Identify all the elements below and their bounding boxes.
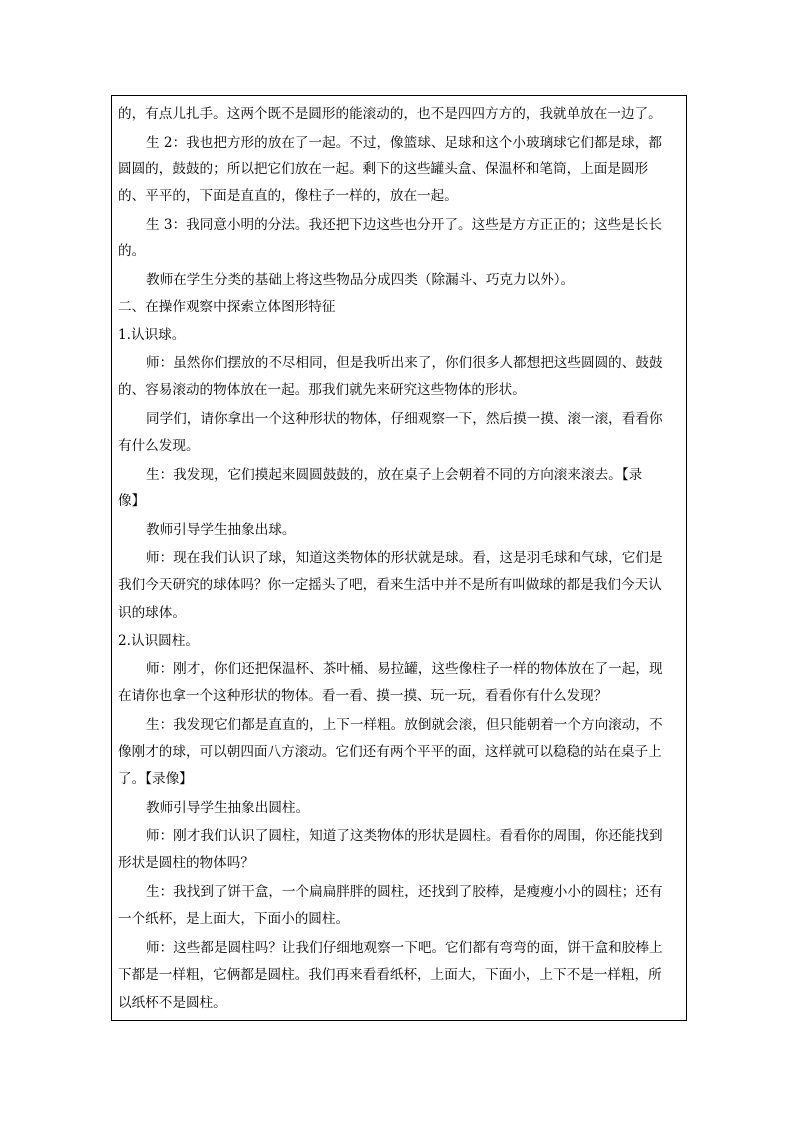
text-line: 了。【录像】	[118, 771, 193, 787]
text-line: 圆圆的，鼓鼓的；所以把它们放在一起。剩下的这些罐头盒、保温杯和笔筒，上面是圆形	[118, 161, 649, 177]
text-line: 同学们，请你拿出一个这种形状的物体，仔细观察一下，然后摸一摸、滚一滚，看看你	[146, 411, 663, 427]
text-line: 生：我找到了饼干盒，一个扁扁胖胖的圆柱，还找到了胶棒，是瘦瘦小小的圆柱；还有	[146, 884, 663, 900]
subsection-heading: 2.认识圆柱。	[118, 633, 199, 649]
text-line: 生：我发现它们都是直直的，上下一样粗。放倒就会滚，但只能朝着一个方向滚动，不	[146, 717, 663, 733]
text-line: 的。	[118, 243, 146, 259]
text-line: 的、平平的，下面是直直的，像柱子一样的，放在一起。	[118, 188, 458, 204]
text-line: 像刚才的球，可以朝四面八方滚动。它们还有两个平平的面，这样就可以稳稳的站在桌子上	[118, 744, 662, 760]
text-line: 有什么发现。	[118, 438, 200, 454]
text-line: 师：现在我们认识了球，知道这类物体的形状就是球。看，这是羽毛球和气球，它们是	[146, 550, 663, 566]
text-line: 像】	[118, 493, 146, 509]
text-line: 教师在学生分类的基础上将这些物品分成四类（除漏斗、巧克力以外）。	[146, 272, 575, 288]
text-line: 师：刚才我们认识了圆柱，知道了这类物体的形状是圆柱。看看你的周围，你还能找到	[146, 828, 663, 844]
text-line: 师：这些都是圆柱吗？让我们仔细地观察一下吧。它们都有弯弯的面，饼干盒和胶棒上	[146, 940, 663, 956]
section-heading: 二、在操作观察中探索立体图形特征	[118, 299, 336, 315]
text-line: 生 3：我同意小明的分法。我还把下边这些也分开了。这些是方方正正的；这些是长长	[146, 217, 662, 233]
text-line: 的，有点儿扎手。这两个既不是圆形的能滚动的，也不是四四方方的，我就单放在一边了。	[118, 106, 662, 122]
text-line: 生：我发现，它们摸起来圆圆鼓鼓的，放在桌子上会朝着不同的方向滚来滚去。【录	[146, 467, 643, 483]
text-line: 形状是圆柱的物体吗？	[118, 855, 254, 871]
text-line: 识的球体。	[118, 605, 186, 621]
text-line: 教师引导学生抽象出球。	[146, 522, 296, 538]
subsection-heading: 1.认识球。	[118, 327, 186, 343]
text-line: 一个纸杯，是上面大，下面小的圆柱。	[118, 911, 350, 927]
text-line: 在请你也拿一个这种形状的物体。看一看、摸一摸、玩一玩，看看你有什么发现？	[118, 688, 608, 704]
text-line: 以纸杯不是圆柱。	[118, 995, 227, 1011]
text-line: 师：虽然你们摆放的不尽相同，但是我听出来了，你们很多人都想把这些圆圆的、鼓鼓	[146, 355, 663, 371]
text-line: 下都是一样粗，它俩都是圆柱。我们再来看看纸杯，上面大，下面小，上下不是一样粗，所	[118, 967, 662, 983]
text-line: 生 2：我也把方形的放在了一起。不过，像篮球、足球和这个小玻璃球它们都是球，都	[146, 135, 662, 151]
text-line: 教师引导学生抽象出圆柱。	[146, 800, 310, 816]
text-line: 的、容易滚动的物体放在一起。那我们就先来研究这些物体的形状。	[118, 382, 526, 398]
text-line: 师：刚才，你们还把保温杯、茶叶桶、易拉罐，这些像柱子一样的物体放在了一起，现	[146, 661, 663, 677]
text-line: 我们今天研究的球体吗？你一定摇头了吧，看来生活中并不是所有叫做球的都是我们今天认	[118, 577, 662, 593]
